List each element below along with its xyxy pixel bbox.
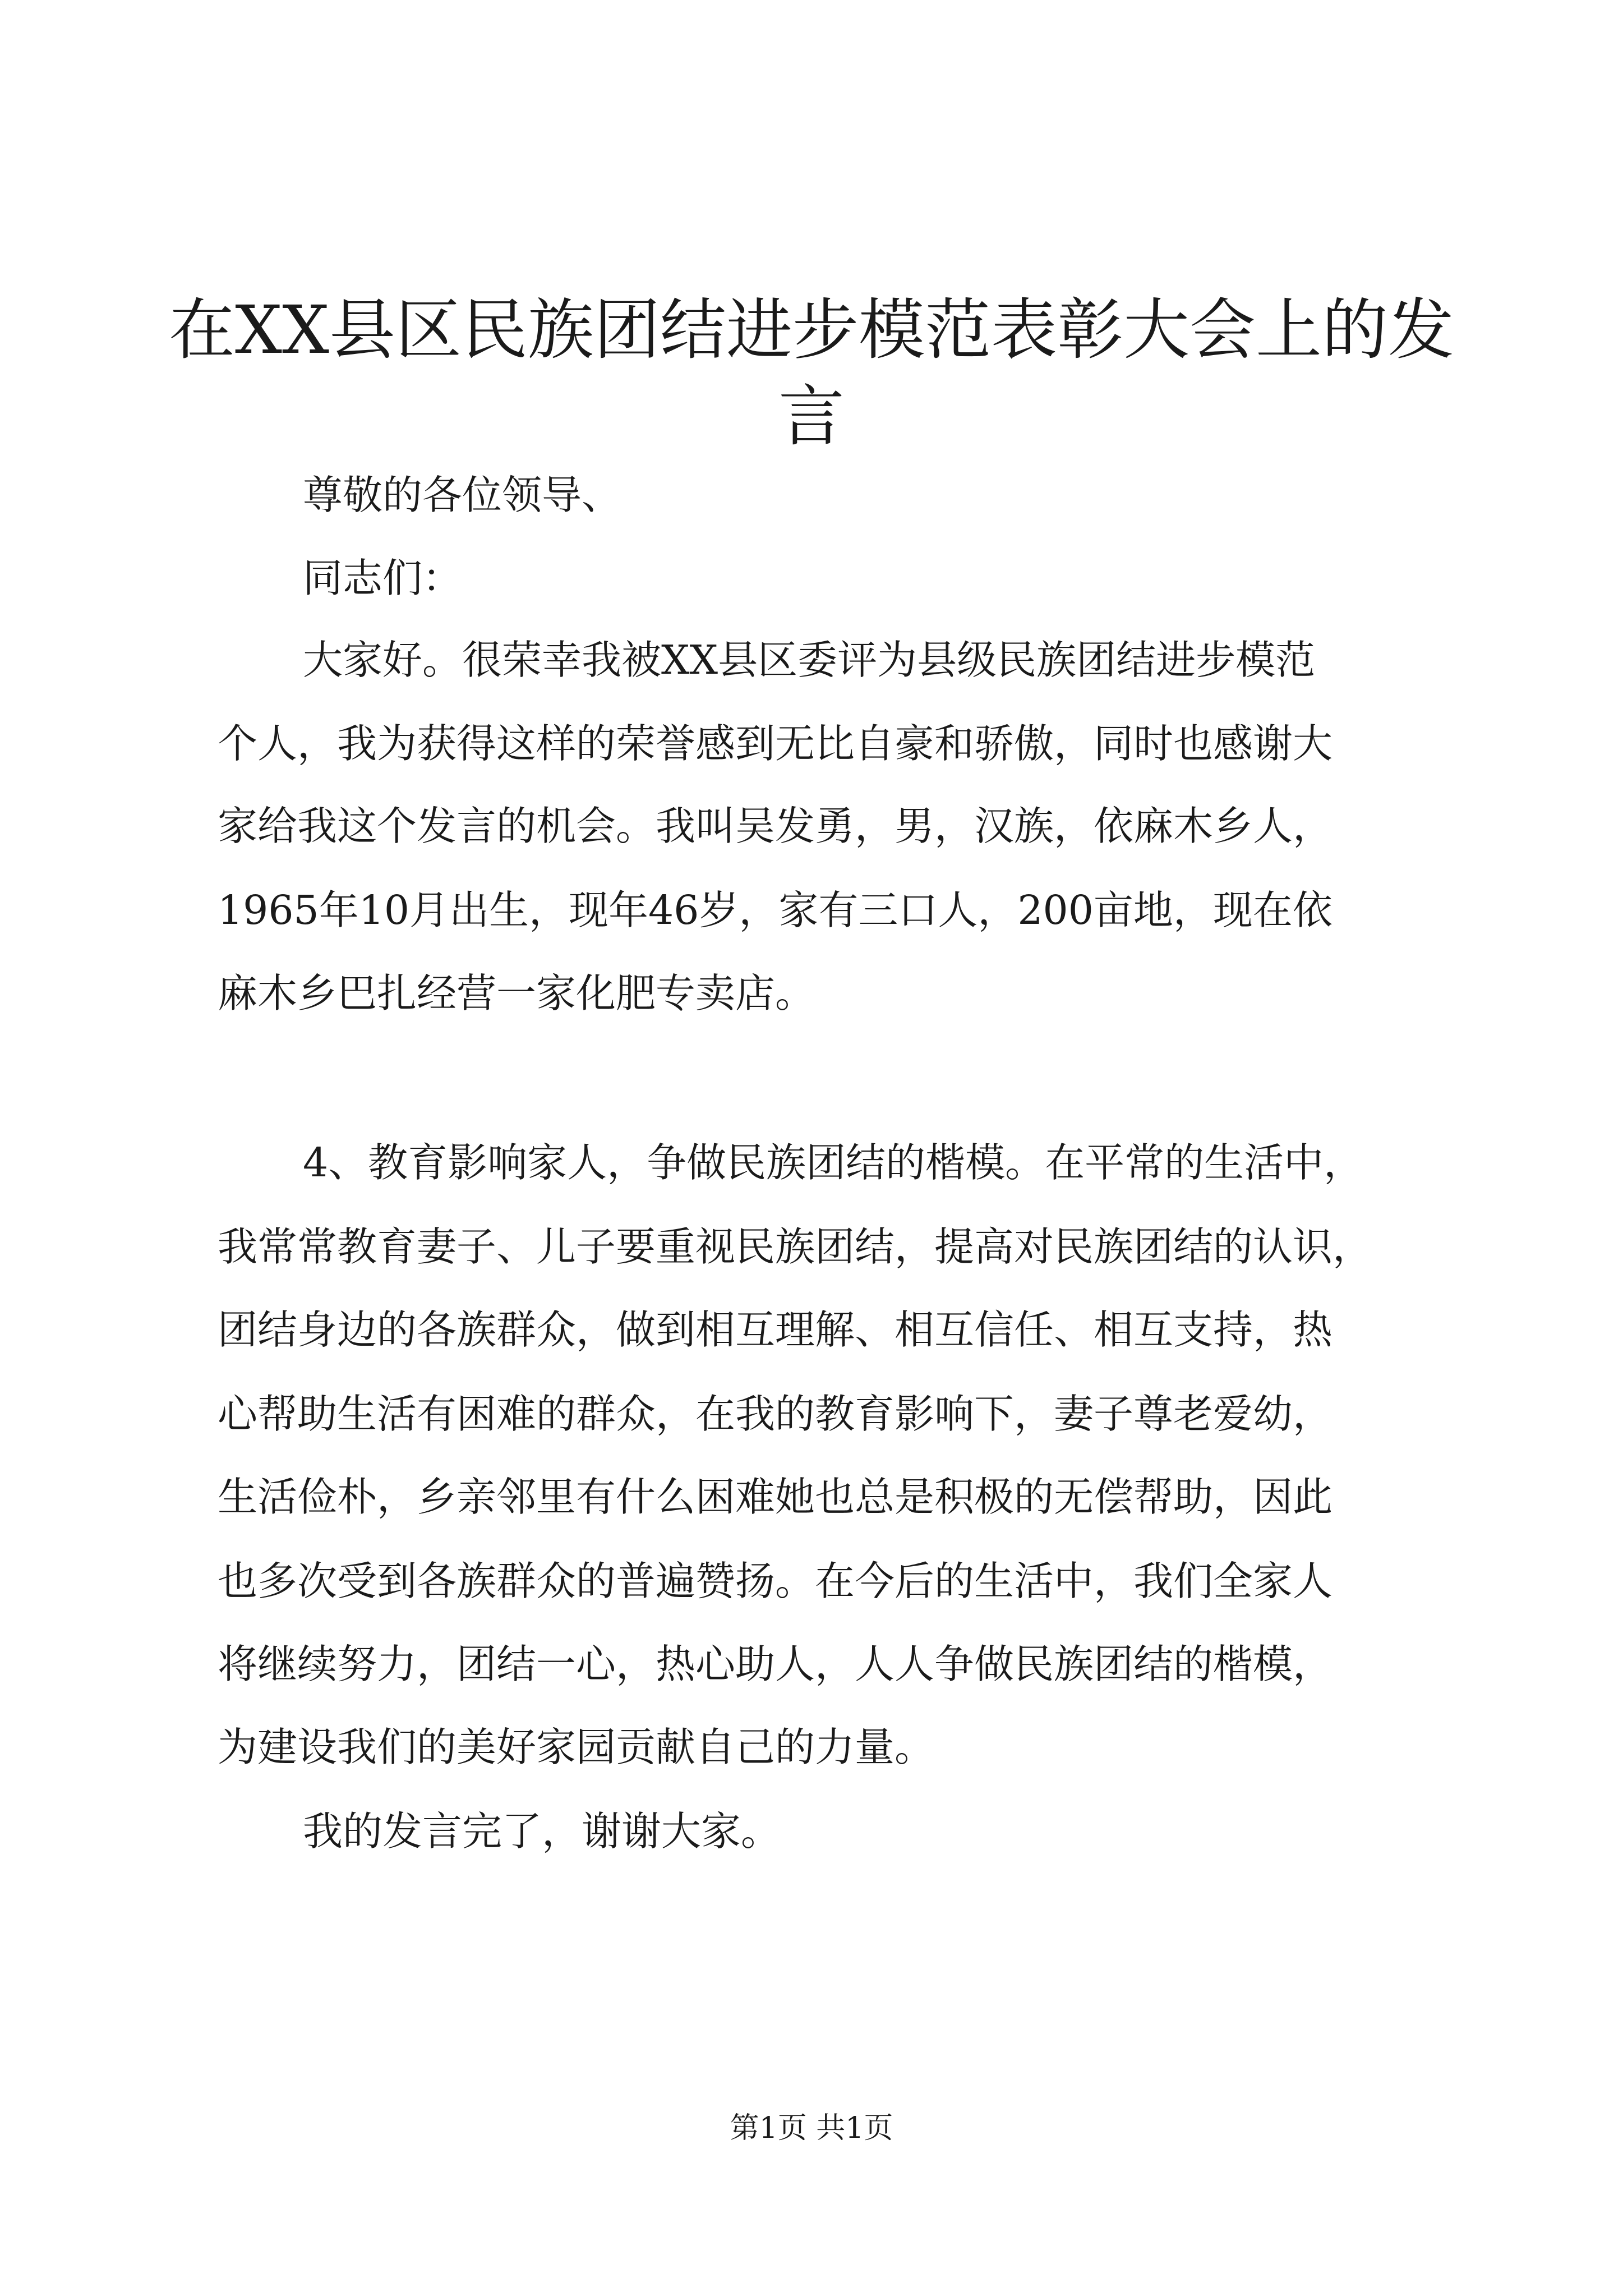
paragraph1-line-3: 家给我这个发言的机会。我叫吴发勇，男，汉族，依麻木乡人， bbox=[218, 803, 1333, 849]
paragraph1-line-1: 大家好。很荣幸我被XX县区委评为县级民族团结进步模范 bbox=[303, 637, 1316, 683]
paragraph2-line-8: 为建设我们的美好家园贡献自己的力量。 bbox=[218, 1724, 935, 1770]
paragraph2-line-1: 4、教育影响家人，争做民族团结的楷模。在平常的生活中， bbox=[303, 1139, 1364, 1186]
page-footer: 第1页 共1页 bbox=[730, 2111, 893, 2145]
paragraph2-line-7: 将继续努力，团结一心，热心助人，人人争做民族团结的楷模， bbox=[218, 1641, 1333, 1687]
document-title-line-2: 言 bbox=[778, 378, 845, 455]
closing-line: 我的发言完了，谢谢大家。 bbox=[303, 1808, 781, 1855]
paragraph1-line-4: 1965年10月出生，现年46岁，家有三口人，200亩地，现在依 bbox=[218, 887, 1332, 933]
salutation-line-1: 尊敬的各位领导、 bbox=[303, 472, 622, 518]
paragraph2-line-2: 我常常教育妻子、儿子要重视民族团结，提高对民族团结的认识， bbox=[218, 1223, 1373, 1270]
paragraph2-line-3: 团结身边的各族群众，做到相互理解、相互信任、相互支持，热 bbox=[218, 1306, 1333, 1353]
paragraph1-line-2: 个人，我为获得这样的荣誉感到无比自豪和骄傲，同时也感谢大 bbox=[218, 720, 1333, 767]
paragraph2-line-6: 也多次受到各族群众的普遍赞扬。在今后的生活中，我们全家人 bbox=[218, 1558, 1333, 1604]
salutation-line-2: 同志们： bbox=[303, 555, 463, 601]
paragraph1-line-5: 麻木乡巴扎经营一家化肥专卖店。 bbox=[218, 970, 815, 1016]
paragraph2-line-5: 生活俭朴，乡亲邻里有什么困难她也总是积极的无偿帮助，因此 bbox=[218, 1474, 1333, 1520]
paragraph2-line-4: 心帮助生活有困难的群众，在我的教育影响下，妻子尊老爱幼， bbox=[218, 1391, 1333, 1437]
document-title-line-1: 在XX县区民族团结进步模范表彰大会上的发 bbox=[168, 291, 1454, 369]
